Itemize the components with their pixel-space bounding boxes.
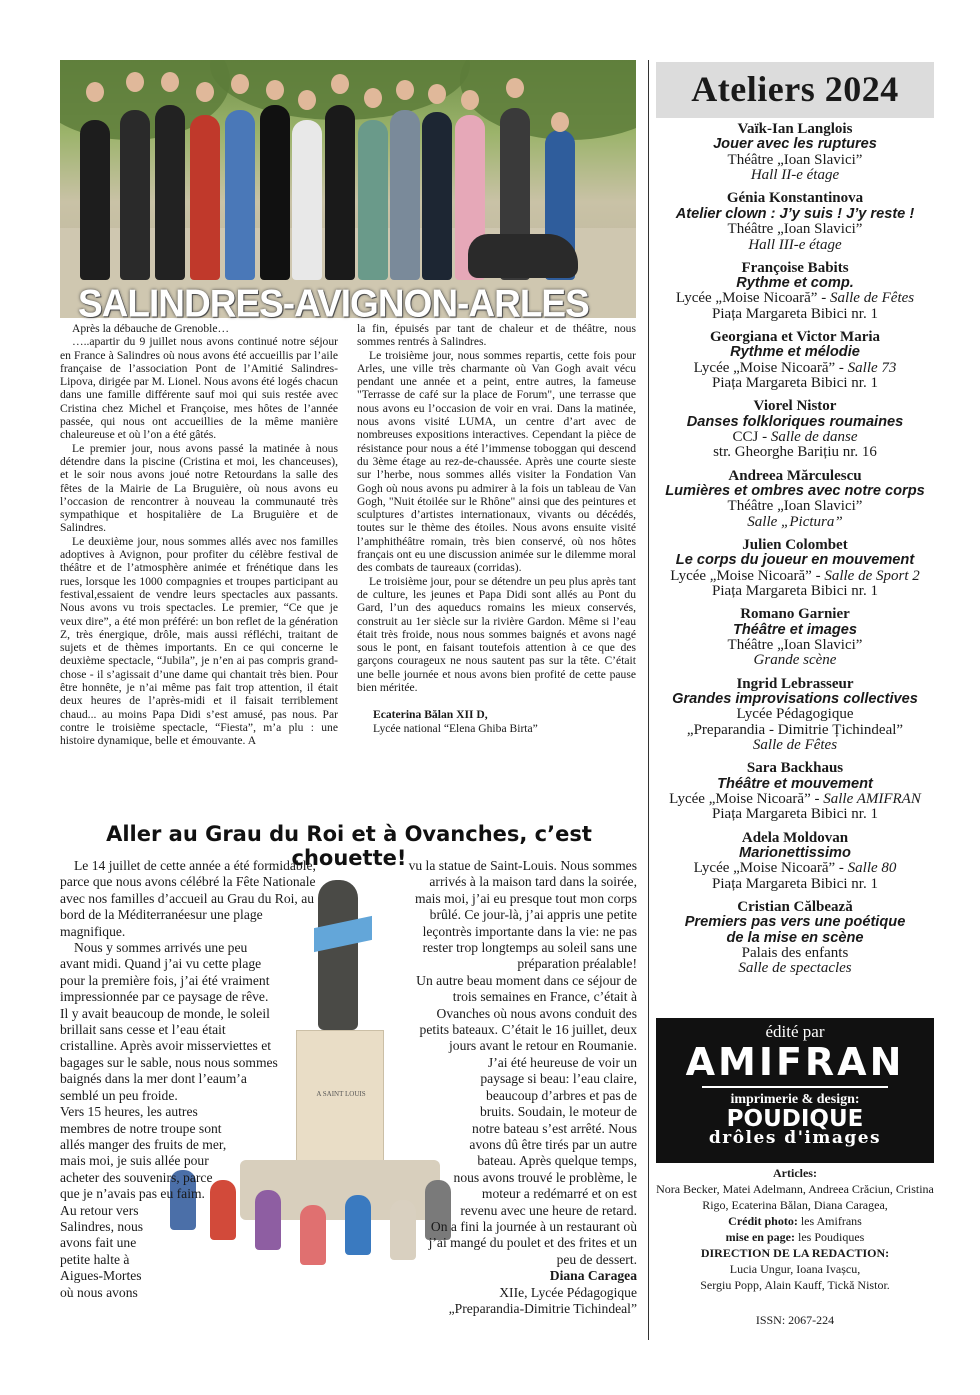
article1-signature (357, 708, 636, 736)
workshop-room: Salle de Fêtes (752, 737, 838, 754)
workshop-title: Lumières et ombres avec notre corps (665, 482, 925, 499)
workshop-title: Danses folkloriques roumaines (686, 413, 904, 430)
workshop-item (652, 900, 938, 977)
workshop-leader: Sara Backhaus (746, 760, 844, 777)
paragraph: J’ai été heureuse de voir un paysage si beau: l’eau claire, beaucoup d’arbres et pas de bruits. Soudain, le moteur de notre bateau s’est arrêté. Nous avons dû être tirés par un autre bateau. Après quelque temps, nous avons trouvé le problème, le moteur a redémarré et on est revenu avec une heure de retard. (453, 1054, 637, 1218)
workshop-place: Théâtre „Ioan Slavici” (727, 637, 863, 653)
workshop-leader: Romano Garnier (740, 606, 850, 623)
workshop-item (652, 761, 938, 823)
paragraph: …..apartir du 9 juillet nous avons continué notre séjour en France à Salindres où nous avons été accueillis par l’aile française de l’association Pont de l’Amitié Salindres-Lipova, dirigée par M. Lionel. Nous avons été logés chacun dans une famille différente sauf moi qui suis restée avec Cristina chez Michel et Françoise, mes hôtes de l’année passée, qui nous ont accueillies de la même manière chaleureuse et où l’on a été gâtés. (60, 335, 338, 442)
workshop-item (652, 677, 938, 754)
paragraph: Le deuxième jour, nous sommes allés avec nos familles adoptives à Avignon, pour profiter du célèbre festival de théâtre et de l’atmosphère animée et frénétique dans les rues, lorsque les 1000 compagnies et troupes participant au festival,essaient de vendre leurs spectacles aux passants. Nous avons vu trois spectacles. Le premier, “Ce que je veux dire”, a été mon préféré: un bon reflet de la génération Z, très énergique, drôle, mais aussi réfléchi, traitant de sujets et de thèmes importants. En ce qui concerne le deuxième spectacle, “Jubila”, je n’en ai pas compris grand-chose - il s’agissait d’une dame qui chantait très bien. Pour être honnête, je n’ai même pas fait trop attention, il était deux heures de l’après-midi et il faisait terriblement chaud... au moins Papa Didi s’est amusé, pas nous. Par contre le troisième spectacle, “Fiesta”, m’a plu : une histoire dynamique, belle et émouvante. A (60, 534, 338, 748)
workshop-place: Lycée „Moise Nicoară” - Salle 73 (693, 359, 897, 376)
workshop-address: Piața Margareta Bibici nr. 1 (712, 875, 878, 892)
paragraph: Nous y sommes arrivés une peu avant midi. Quand j’ai vu cette plage pour la première fois, j’ai été vraiment impressionnée par ce paysage de rêve. Il y avait beaucoup de monde, le soleil brillait sans cesse et l’eau était cristalline. Après avoir misserviettes et bagages sur le sable, nous nous sommes baignés dans la mer dont l’eaum’a semblé un peu froide. (60, 940, 278, 1103)
author-school: „Preparandia-Dimitrie Tichindeal” (448, 1300, 637, 1316)
publisher-box (656, 1018, 934, 1163)
workshop-leader: Cristian Călbează (737, 898, 853, 915)
workshop-title: Rythme et mélodie (730, 344, 860, 361)
paragraph: Le 14 juillet de cette année a été formidable, parce que nous avons célébré la Fête Nationale avec nos familles d’accueil au Grau du Roi, au bord de la Méditerranéesur une plage magnifique. (60, 858, 316, 939)
paragraph: Le troisième jour, nous sommes repartis, cette fois pour Arles, une ville très charmante où Van Gogh avait vécu pendant une année et a peint, entre autres, la fameuse "Terrasse de café sur la place de Forum", une terrasse que nous avons eu l’occasion de voir en vrai. Dans la matinée, nous avons visité LUMA, un centre d’art avec de nombreuses expositions interactives. Cependant la pièce de résistance pour nous a été l’immense toboggan qui descend du 3ème étage au rez-de-chaussée. Après une courte sieste sur l’herbe, nous sommes allés visiter la Fondation Van Gogh où nous avons pu admirer à la fois un tableau de Van Gogh, "Nuit étoilée sur le Rhône" ainsi que des peintures et sculptures d’artistes internationaux, vivants ou décédés, toutes sur le thème des étoiles. Nous avons ensuite visité l’amphithéâtre romain, très bien conservé, où nos hôtes français ont eu une discussion animée sur le dilemme moral des combats de taureaux (corridas). (357, 348, 636, 575)
article2-column1 (60, 858, 340, 1301)
author-class: XIIe, Lycée Pédagogique (499, 1284, 637, 1300)
workshop-place: CCJ - Salle de danse (732, 429, 858, 446)
articles-label: Articles: (773, 1166, 817, 1180)
paragraph: Au retour vers Salindres, nous avons fait une petite halte à Aigues-Mortes où nous avons (60, 1202, 144, 1300)
direction-label: DIRECTION DE LA REDACTION: (700, 1246, 890, 1260)
workshop-place: Lycée „Moise Nicoară” - Salle AMIFRAN (669, 791, 921, 808)
workshop-leader: Viorel Nistor (753, 398, 837, 415)
workshop-address: Piața Margareta Bibici nr. 1 (712, 305, 878, 322)
author-school: Lycée national “Elena Ghiba Birta” (373, 722, 538, 736)
divider (702, 1086, 888, 1088)
credits (656, 1165, 934, 1293)
workshop-title: Atelier clown : J’y suis ! J’y reste ! (675, 205, 915, 222)
issn: ISSN: 2067-224 (755, 1313, 835, 1327)
column-divider (648, 60, 649, 1340)
article2-headline: Aller au Grau du Roi et à Ovanches, c’est chouette! (106, 822, 592, 870)
workshop-title: Marionettissimo (739, 844, 851, 861)
workshop-list (652, 122, 938, 985)
edited-by-label: édité par (765, 1022, 825, 1041)
paragraph: vu la statue de Saint-Louis. Nous sommes arrivés à la maison tard dans la soirée, mais moi, j’ai eu presque tout mon corps brûlé. Ce jour-là, j’ai appris une petite leçontrès importante dans la vie: ne pas rester trop longtemps au soleil sans une préparation préalable! (408, 858, 637, 972)
workshop-item (652, 399, 938, 461)
workshop-place: Théâtre „Ioan Slavici” (727, 221, 863, 238)
author-name: Diana Caragea (549, 1268, 637, 1284)
workshop-item (652, 191, 938, 253)
workshop-leader: Génia Konstantinova (726, 190, 864, 207)
sidebar-title: Ateliers 2024 (691, 69, 899, 109)
workshop-title: Grandes improvisations collectives (672, 690, 918, 707)
dog (468, 234, 578, 278)
workshop-leader: Ingrid Lebrasseur (736, 675, 854, 692)
amifran-logo: AMIFRAN (685, 1040, 905, 1084)
workshop-address: Piața Margareta Bibici nr. 1 (712, 583, 878, 600)
workshop-leader: Julien Colombet (742, 536, 848, 553)
workshop-item (652, 122, 938, 184)
workshop-title: Théâtre et mouvement (717, 775, 873, 792)
workshop-title: Le corps du joueur en mouvement (675, 552, 915, 569)
workshop-item (652, 538, 938, 600)
workshop-leader: Vaïk-Ian Langlois (737, 121, 853, 137)
workshop-title: Théâtre et images (732, 621, 858, 638)
workshop-item (652, 330, 938, 392)
workshop-place: Théâtre „Ioan Slavici” (727, 498, 863, 515)
paragraph: la fin, épuisés par tant de chaleur et de théâtre, nous sommes rentrés à Salindres. (357, 322, 636, 349)
workshop-title: Jouer avec les ruptures (713, 136, 877, 153)
workshop-title-line2: de la mise en scène (726, 929, 864, 946)
workshop-place-line2: „Preparandia - Dimitrie Țichindeal” (686, 721, 904, 738)
workshop-room: Salle de spectacles (738, 960, 852, 977)
workshop-item (652, 607, 938, 669)
paragraph: Après la débauche de Grenoble… (72, 322, 230, 335)
workshop-place: Palais des enfants (741, 945, 849, 962)
workshop-place: Lycée Pédagogique (736, 706, 854, 723)
workshop-title: Premiers pas vers une poétique (684, 914, 906, 931)
workshop-leader: Georgiana et Victor Maria (709, 328, 881, 345)
workshop-room: Salle „Pictura” (747, 513, 843, 530)
photo-credit: Crédit photo: les Amifrans (728, 1214, 862, 1228)
poudique-logo: POUDIQUE (726, 1106, 864, 1132)
workshop-place: Lycée „Moise Nicoară” - Salle de Fêtes (675, 290, 915, 307)
article2-signature (343, 1268, 637, 1317)
paragraph: Vers 15 heures, les autres membres de notre troupe sont allés manger des fruits de mer, mais moi, je suis allée pour acheter des souvenirs, parce que je n’avais pas eu faim. (60, 1104, 227, 1202)
poudique-tagline: drôles d'images (708, 1128, 882, 1148)
article2-column2 (343, 858, 637, 1317)
workshop-address: str. Gheorghe Barițiu nr. 16 (713, 444, 877, 461)
workshop-leader: Andreea Mărculescu (728, 467, 862, 484)
workshop-item (652, 469, 938, 531)
workshop-place: Théâtre „Ioan Slavici” (727, 151, 863, 168)
workshop-item (652, 261, 938, 323)
print-design-label: imprimerie & design: (730, 1092, 860, 1107)
group-photo (60, 60, 636, 318)
workshop-leader: Françoise Babits (741, 259, 849, 276)
paragraph: On a fini la journée à un restaurant où j’ai mangé du poulet et des frites et un peu de dessert. (428, 1218, 637, 1267)
workshop-item (652, 831, 938, 893)
workshop-leader: Adela Moldovan (741, 829, 849, 846)
workshop-room: Grande scène (753, 652, 837, 669)
direction-names: Lucia Ungur, Ioana Ivașcu, (729, 1262, 861, 1276)
workshop-address: Piața Margareta Bibici nr. 1 (712, 375, 878, 392)
article1-column1 (60, 322, 338, 748)
workshop-room: Hall II-e étage (750, 167, 840, 184)
article1-headline: SALINDRES-AVIGNON-ARLES (78, 281, 589, 325)
paragraph: Le premier jour, nous avons passé la matinée à nous détendre dans la piscine (Cristina et moi, les chanceuses), et le soir nous avons joué notre Retourdans la salle des fêtes de la Mairie de La Bruguière, où nous avons eu l’occasion de rencontrer à nouveau la communauté très sympathique et hospitalière de La Bruguière et de Salindres. (60, 441, 338, 535)
statue-plaque: A SAINT LOUIS (316, 1090, 366, 1098)
layout-credit: mise en page: les Poudiques (725, 1230, 865, 1244)
workshop-title: Rythme et comp. (736, 275, 854, 292)
paragraph: Un autre beau moment dans ce séjour de trois semaines en France, c’était à Ovanches où nous avons conduit des petits bateaux. C’était le 16 juillet, deux jours avant le retour en Roumanie. (416, 972, 637, 1054)
article1-column2 (357, 322, 636, 736)
author-name: Ecaterina Bălan XII D, (373, 708, 488, 722)
workshop-room: Hall III-e étage (748, 236, 842, 253)
workshop-place: Lycée „Moise Nicoară” - Salle de Sport 2 (670, 567, 920, 584)
direction-names: Sergiu Popp, Alain Kauff, Tickă Nistor. (700, 1278, 890, 1292)
paragraph: Le troisième jour, pour se détendre un peu plus après tant de culture, les jeunes et Papa Didi sont allés au Pont du Gard, l’un des aqueducs romains les mieux conservés, construit au 1er siècle sur la rivière Gardon. Même si l’eau était très froide, nous nous sommes baignés et avons nagé sous le pont, en faisant toutefois attention à ce que des garçons courageux ne nous sautent pas sur la tête. C’était une belle journée et nous avons bien profité de cette pause bien méritée. (357, 574, 636, 695)
articles-authors: Nora Becker, Matei Adelmann, Andreea Crăciun, Cristina Rigo, Ecaterina Bălan, Diana Caragea, (656, 1182, 934, 1212)
workshop-place: Lycée „Moise Nicoară” - Salle 80 (693, 860, 897, 877)
workshop-address: Piața Margareta Bibici nr. 1 (712, 806, 878, 823)
